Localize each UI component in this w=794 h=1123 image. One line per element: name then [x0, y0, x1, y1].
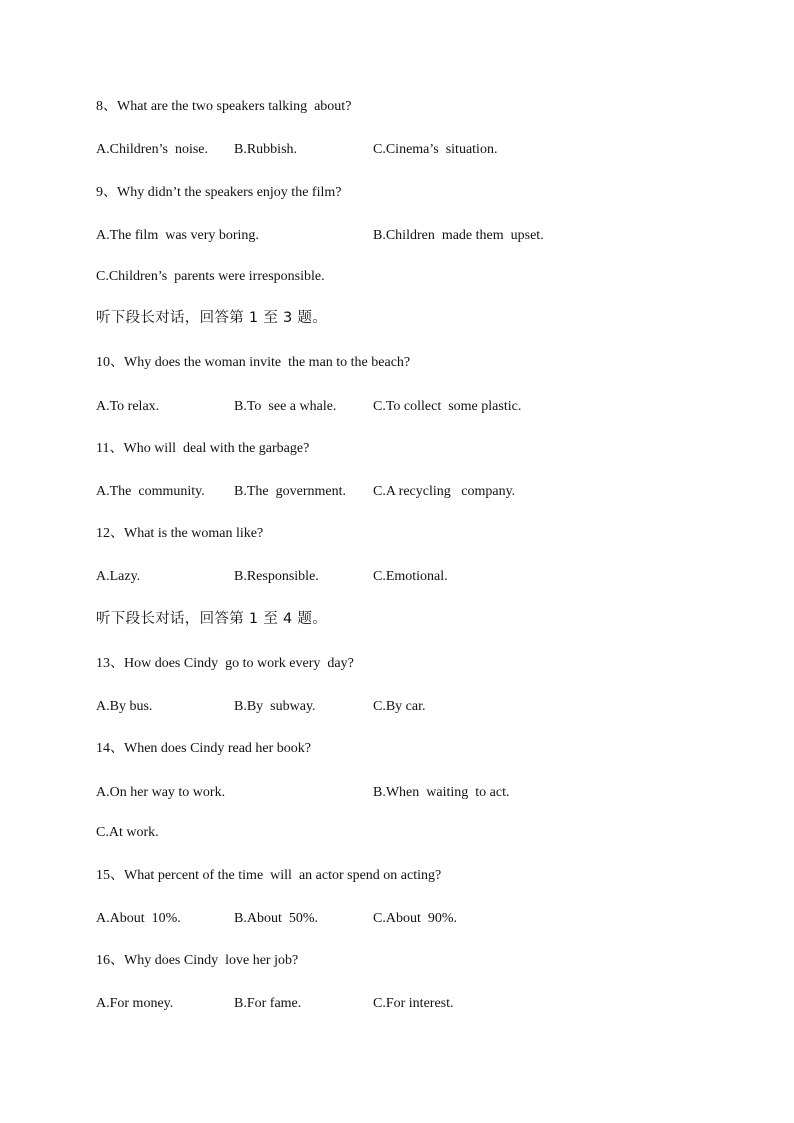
question-15: 15、What percent of the time will an actor spend on acting?: [96, 868, 442, 883]
q13-option-c: C.By car.: [373, 699, 426, 714]
q8-option-a: A.Children’s noise.: [96, 142, 208, 157]
q11-option-b: B.The government.: [234, 484, 346, 499]
q8-option-b: B.Rubbish.: [234, 142, 298, 157]
q15-option-b: B.About 50%.: [234, 911, 318, 926]
q14-option-c: C.At work.: [96, 825, 159, 840]
q10-option-a: A.To relax.: [96, 399, 160, 414]
q13-option-b: B.By subway.: [234, 699, 316, 714]
q12-option-b: B.Responsible.: [234, 569, 319, 584]
q14-option-b: B.When waiting to act.: [373, 785, 510, 800]
q8-option-c: C.Cinema’s situation.: [373, 142, 498, 157]
q11-option-a: A.The community.: [96, 484, 205, 499]
question-14: 14、When does Cindy read her book?: [96, 741, 311, 756]
question-10: 10、Why does the woman invite the man to the beach?: [96, 355, 411, 370]
q15-option-a: A.About 10%.: [96, 911, 181, 926]
question-11: 11、Who will deal with the garbage?: [96, 441, 310, 456]
q10-option-b: B.To see a whale.: [234, 399, 337, 414]
q16-option-a: A.For money.: [96, 996, 174, 1011]
section-heading-1: 听下段长对话，回答第 1 至 3 题。: [96, 310, 328, 326]
q11-option-c: C.A recycling company.: [373, 484, 516, 499]
q12-option-a: A.Lazy.: [96, 569, 141, 584]
section-heading-2: 听下段长对话，回答第 1 至 4 题。: [96, 611, 328, 627]
q9-option-a: A.The film was very boring.: [96, 228, 259, 243]
q10-option-c: C.To collect some plastic.: [373, 399, 522, 414]
question-9: 9、Why didn’t the speakers enjoy the film?: [96, 185, 342, 200]
q13-option-a: A.By bus.: [96, 699, 153, 714]
q9-option-b: B.Children made them upset.: [373, 228, 544, 243]
question-16: 16、Why does Cindy love her job?: [96, 953, 299, 968]
question-12: 12、What is the woman like?: [96, 526, 264, 541]
q16-option-b: B.For fame.: [234, 996, 302, 1011]
question-13: 13、How does Cindy go to work every day?: [96, 656, 354, 671]
q12-option-c: C.Emotional.: [373, 569, 448, 584]
question-8: 8、What are the two speakers talking about?: [96, 99, 352, 114]
q14-option-a: A.On her way to work.: [96, 785, 226, 800]
q9-option-c: C.Children’s parents were irresponsible.: [96, 269, 325, 284]
q15-option-c: C.About 90%.: [373, 911, 457, 926]
q16-option-c: C.For interest.: [373, 996, 454, 1011]
